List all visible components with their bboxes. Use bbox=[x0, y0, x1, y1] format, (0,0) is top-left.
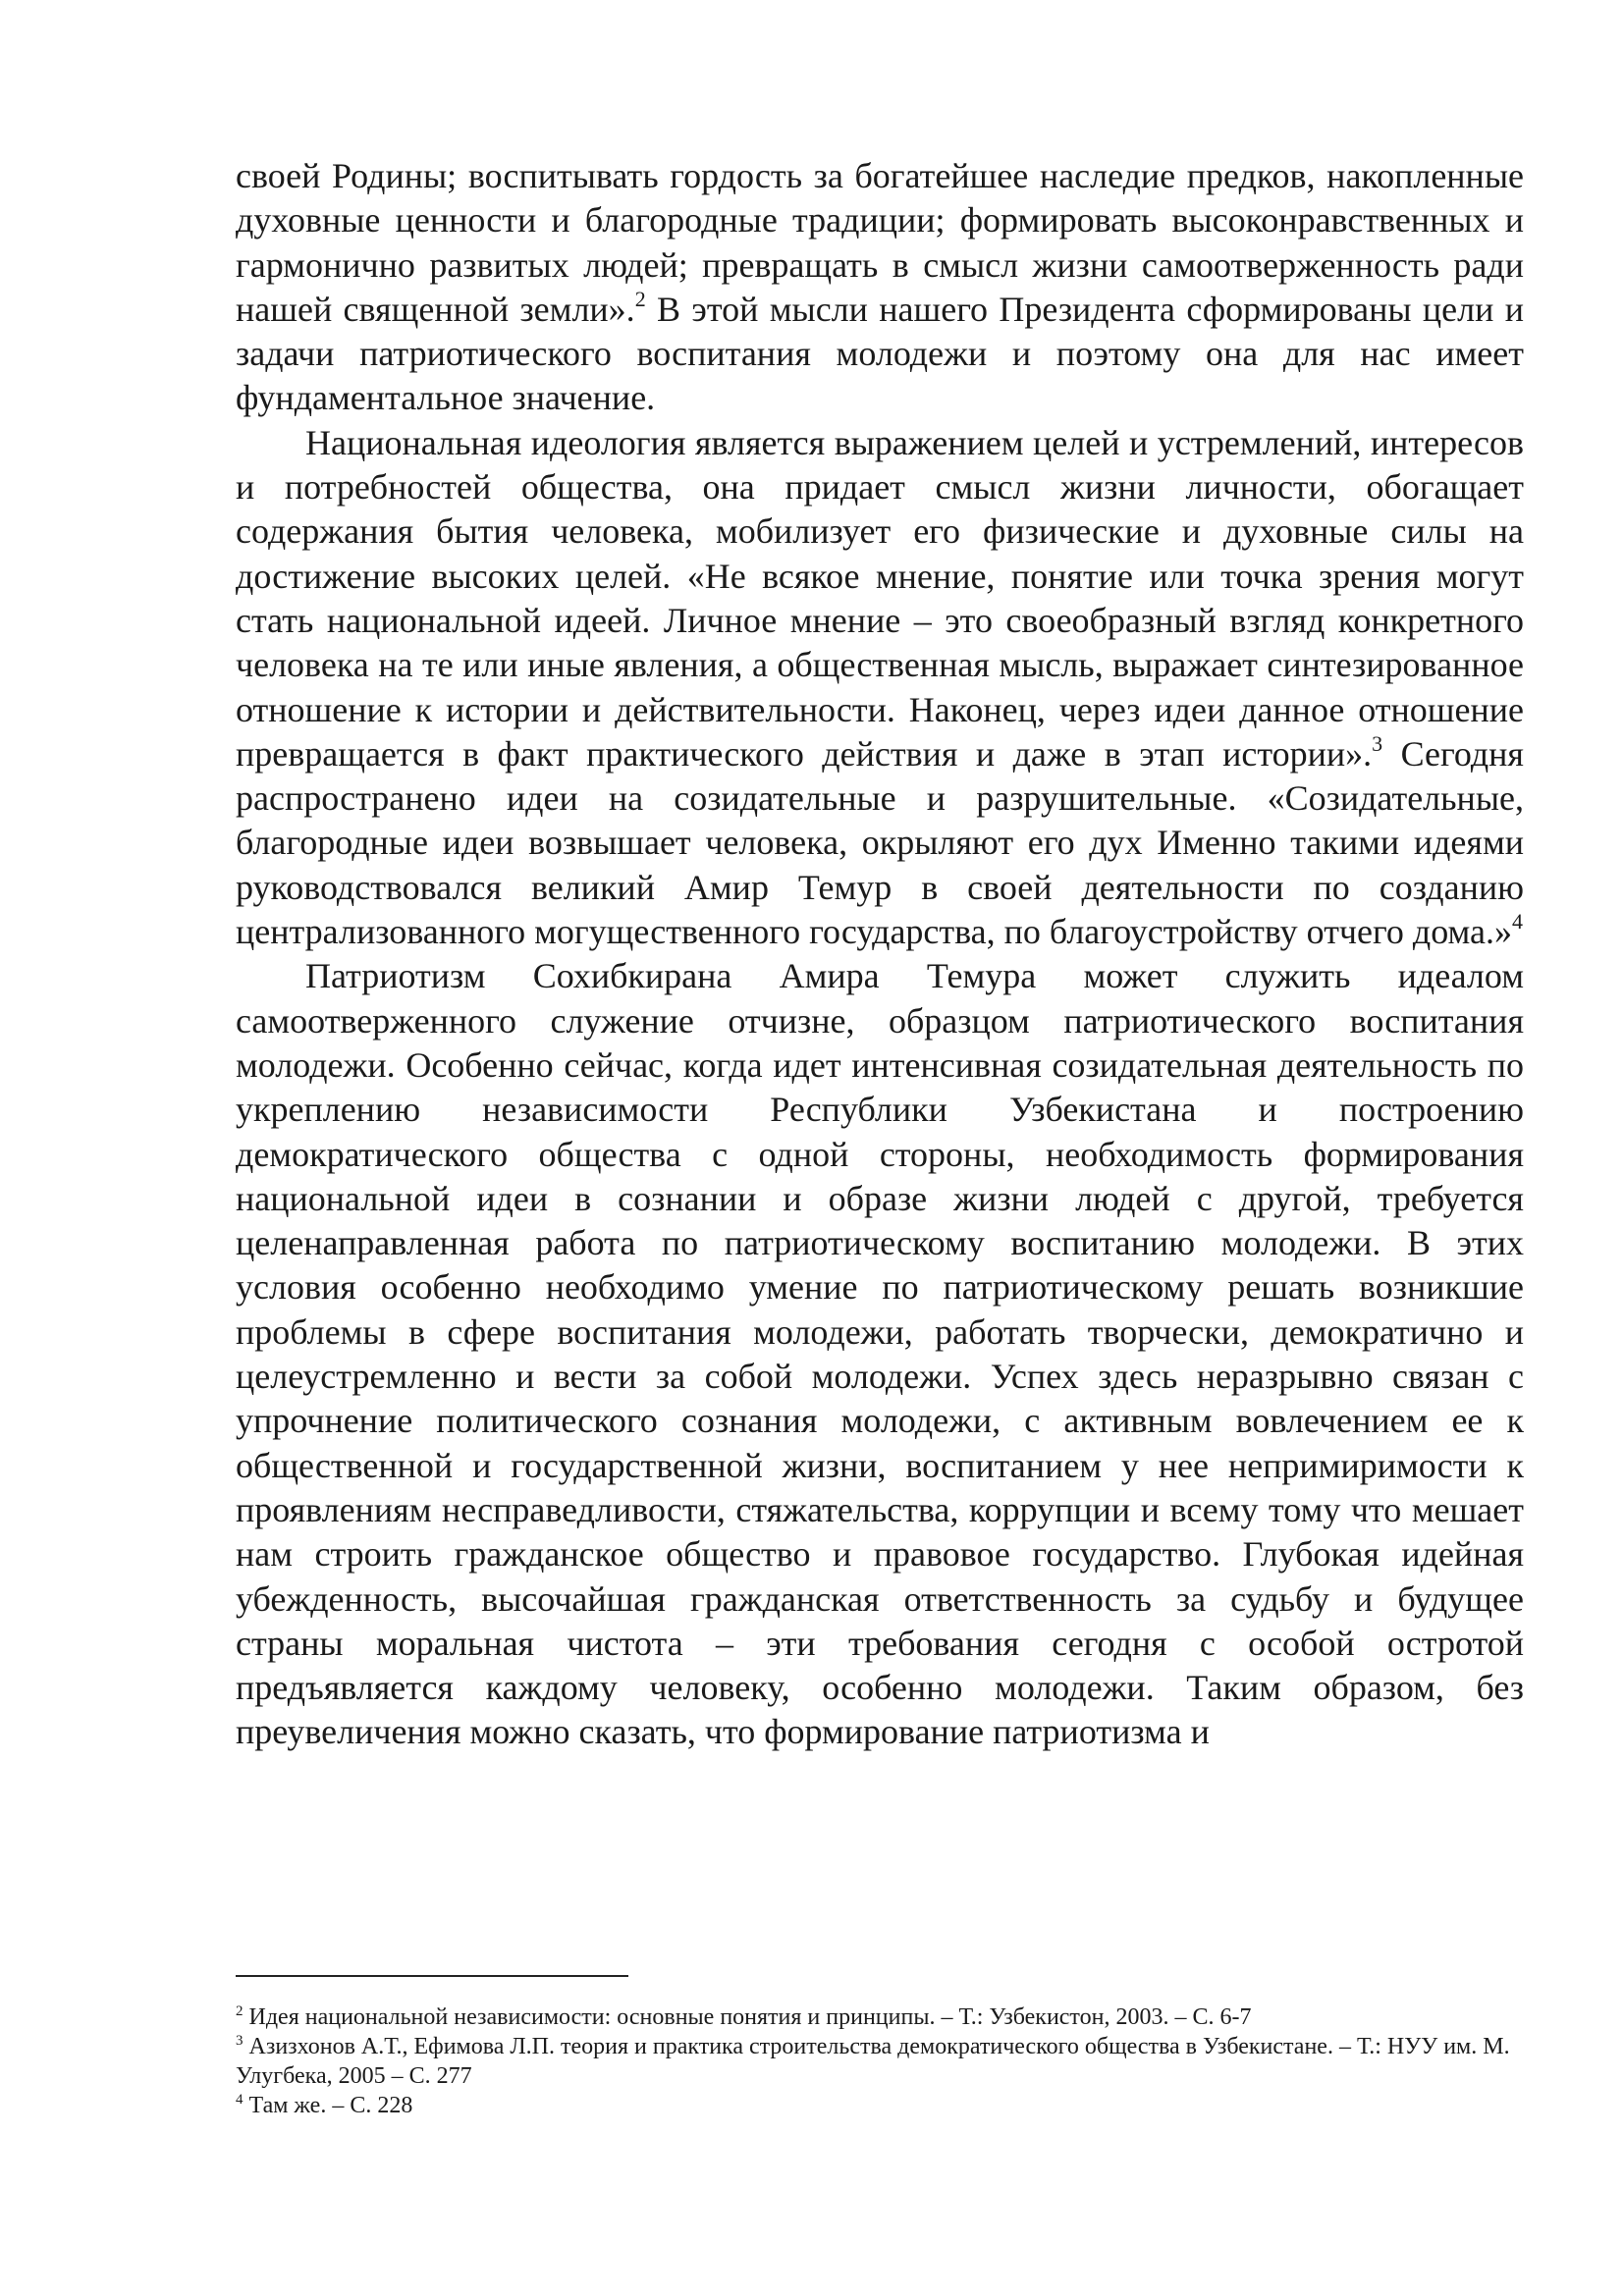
paragraph-text: своей Родины; воспитывать гордость за богатейшее наследие предков, накопленные духовные ценности и благородные традиции; формировать высоконравственных и гармонично развитых людей; превращать в смысл жизни самоотверженность ради нашей священной земли». bbox=[236, 156, 1524, 329]
paragraph-text: Национальная идеология является выражением целей и устремлений, интересов и потребностей общества, она придает смысл жизни личности, обогащает содержания бытия человека, мобилизует его физические и духовные силы на достижение высоких целей. «Не всякое мнение, понятие или точка зрения могут стать национальной идеей. Личное мнение – это своеобразный взгляд конкретного человека на те или иные явления, а общественная мысль, выражает синтезированное отношение к истории и действительности. Наконец, через идеи данное отношение превращается в факт практического действия и даже в этап истории». bbox=[236, 422, 1524, 774]
paragraph-text: Патриотизм Сохибкирана Амира Темура может служить идеалом самоотверженного служение отчизне, образцом патриотического воспитания молодежи. Особенно сейчас, когда идет интенсивная созидательная деятельность по укреплению независимости Республики Узбекистана и построению демократического общества с одной стороны, необходимость формирования национальной идеи в сознании и образе жизни людей с другой, требуется целенаправленная работа по патриотическому воспитанию молодежи. В этих условия особенно необходимо умение по патриотическому решать возникшие проблемы в сфере воспитания молодежи, работать творчески, демократично и целеустремленно и вести за собой молодежи. Успех здесь неразрывно связан с упрочнение политического сознания молодежи, с активным вовлечением ее к общественной и государственной жизни, воспитанием у нее непримиримости к проявлениям несправедливости, стяжательства, коррупции и всему тому что мешает нам строить гражданское общество и правовое государство. Глубокая идейная убежденность, высочайшая гражданская ответственность за судьбу и будущее страны моральная чистота – эти требования сегодня с особой остротой предъявляется каждому человеку, особенно молодежи. Таким образом, без преувеличения можно сказать, что формирование патриотизма и bbox=[236, 956, 1524, 1752]
paragraph-1 bbox=[236, 154, 1524, 421]
footnote-text: Там же. – С. 228 bbox=[248, 2093, 413, 2118]
footnote-text: Азизхонов А.Т., Ефимова Л.П. теория и практика строительства демократического общества в Узбекистане. – Т.: НУУ им. М. Улугбека, 2005 – С. 277 bbox=[236, 2034, 1510, 2089]
footnote-ref-3[interactable]: 3 bbox=[1372, 730, 1383, 756]
footnote-3 bbox=[236, 2032, 1524, 2091]
paragraph-text: В этой мысли нашего Президента сформированы цели и задачи патриотического воспитания молодежи и поэтому она для нас имеет фундаментальное значение. bbox=[236, 289, 1525, 418]
paragraph-text: Сегодня распространено идеи на созидательные и разрушительные. «Созидательные, благородные идеи возвышает человека, окрыляют его дух Именно такими идеями руководствовался великий Амир Темур в своей деятельности по созданию централизованного могущественного государства, по благоустройству отчего дома.» bbox=[236, 733, 1524, 952]
paragraph-2 bbox=[236, 421, 1524, 955]
footnote-separator bbox=[236, 1975, 628, 1977]
footnotes bbox=[236, 2002, 1524, 2120]
document-body bbox=[236, 154, 1524, 1755]
footnote-2 bbox=[236, 2002, 1524, 2032]
footnote-ref-4[interactable]: 4 bbox=[1512, 909, 1524, 934]
footnote-4 bbox=[236, 2091, 1524, 2120]
footnote-text: Идея национальной независимости: основные понятия и принципы. – Т.: Узбекистон, 2003. – С. 6-7 bbox=[248, 2004, 1252, 2030]
footnote-number: 3 bbox=[236, 2033, 243, 2049]
paragraph-3 bbox=[236, 954, 1524, 1754]
footnote-ref-2[interactable]: 2 bbox=[634, 286, 646, 311]
footnote-number: 2 bbox=[236, 2003, 243, 2019]
footnote-number: 4 bbox=[236, 2092, 243, 2108]
